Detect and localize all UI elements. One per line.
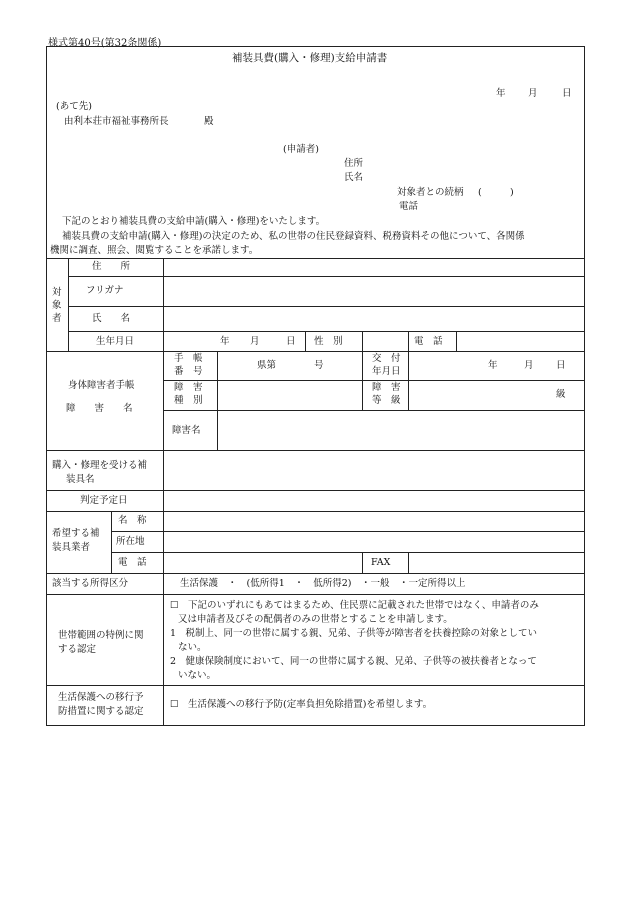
vendor-name-label: 名 称 [118,515,147,526]
date-month: 月 [528,88,538,99]
subject-name-label: 氏 名 [92,313,131,324]
prefecture-number-prefix: 県第 [257,360,277,371]
vendor-phone-label: 電 話 [118,557,147,568]
birth-day: 日 [286,336,296,347]
income-options: 生活保護 ・ (低所得1 ・ 低所得2) ・一般 ・一定所得以上 [180,578,466,589]
issue-date-label-1: 交 付 [372,353,401,364]
disability-type-label-2: 種 別 [174,395,203,406]
disability-grade-label-2: 等 級 [372,395,401,406]
vendor-location-label: 所在地 [116,536,145,547]
addressee: 由利本荘市福祉事務所長 [64,116,169,127]
special-household-checkbox[interactable]: ☐ [170,600,179,611]
sex-label: 性 別 [314,336,343,347]
birth-month: 月 [250,336,260,347]
welfare-label-1: 生活保護への移行予 [58,692,144,703]
declaration-request: 下記のとおり補装具費の支給申請(購入・修理)をいたします。 [62,216,326,227]
date-day: 日 [562,88,572,99]
vendor-label-2: 装具業者 [52,542,91,553]
applicant-label: (申請者) [283,144,319,155]
income-label: 該当する所得区分 [52,578,129,589]
applicant-address-label: 住所 [344,158,364,169]
form-number: 様式第40号(第32条関係) [48,38,162,49]
addressee-label: (あて先) [56,101,92,112]
special-household-text-3: 1 税制上、同一の世帯に属する親、兄弟、子供等が障害者を扶養控除の対象としてい [170,628,538,639]
issue-year: 年 [488,360,498,371]
applicant-name-label: 氏名 [344,172,364,183]
subject-furigana-label: フリガナ [86,285,124,296]
welfare-checkbox[interactable]: ☐ [170,699,179,710]
disability-name-field-label: 障害名 [172,425,201,436]
subject-label-char-3: 者 [52,313,62,324]
judgment-date-label: 判定予定日 [80,495,128,506]
applicant-relation-label: 対象者との続柄 [397,187,464,198]
welfare-label-2: 防措置に関する認定 [58,706,144,717]
device-name-label-1: 購入・修理を受ける補 [52,460,148,471]
special-household-text-6: いない。 [178,670,217,681]
vendor-label-1: 希望する補 [52,528,100,539]
issue-month: 月 [524,360,534,371]
vendor-fax-label: FAX [371,557,391,568]
welfare-text: 生活保護への移行予防(定率負担免除措置)を希望します。 [188,699,433,710]
special-household-label-2: する認定 [58,644,97,655]
grade-suffix: 級 [556,389,566,400]
birth-year: 年 [220,336,230,347]
special-household-text-2: 又は申請者及びその配偶者のみの世帯とすることを申請します。 [178,614,453,625]
form-title: 補装具費(購入・修理)支給申請書 [232,52,388,64]
applicant-phone-label: 電話 [399,201,419,212]
declaration-consent-cont: 機関に調査、照会、閲覧することを承諾します。 [50,245,259,256]
subject-label-char-1: 対 [52,287,62,298]
relation-close-paren: ) [510,187,514,198]
addressee-honorific: 殿 [204,116,214,127]
special-household-text-4: ない。 [178,642,207,653]
subject-birthdate-label: 生年月日 [96,336,135,347]
subject-label-char-2: 象 [52,300,62,311]
issue-day: 日 [556,360,566,371]
date-year: 年 [496,88,506,99]
subject-phone-label: 電 話 [414,336,443,347]
device-name-label-2: 装具名 [66,474,95,485]
handbook-label: 身体障害者手帳 [68,380,135,391]
subject-address-label: 住 所 [92,261,131,272]
handbook-number-label-2: 番 号 [174,366,203,377]
number-suffix: 号 [314,360,324,371]
special-household-text-5: 2 健康保険制度において、同一の世帯に属する親、兄弟、子供等の被扶養者となって [170,656,537,667]
disability-name-label: 障 害 名 [66,403,133,414]
special-household-text-1: 下記のいずれにもあてはまるため、住民票に記載された世帯ではなく、申請者のみ [188,600,539,611]
handbook-number-label-1: 手 帳 [174,353,203,364]
relation-open-paren: ( [478,187,482,198]
disability-grade-label-1: 障 害 [372,382,401,393]
disability-type-label-1: 障 害 [174,382,203,393]
issue-date-label-2: 年月日 [372,366,401,377]
declaration-consent: 補装具費の支給申請(購入・修理)の決定のため、私の世帯の住民登録資料、税務資料その他について、各関係 [62,231,525,242]
special-household-label-1: 世帯範囲の特例に関 [58,630,144,641]
